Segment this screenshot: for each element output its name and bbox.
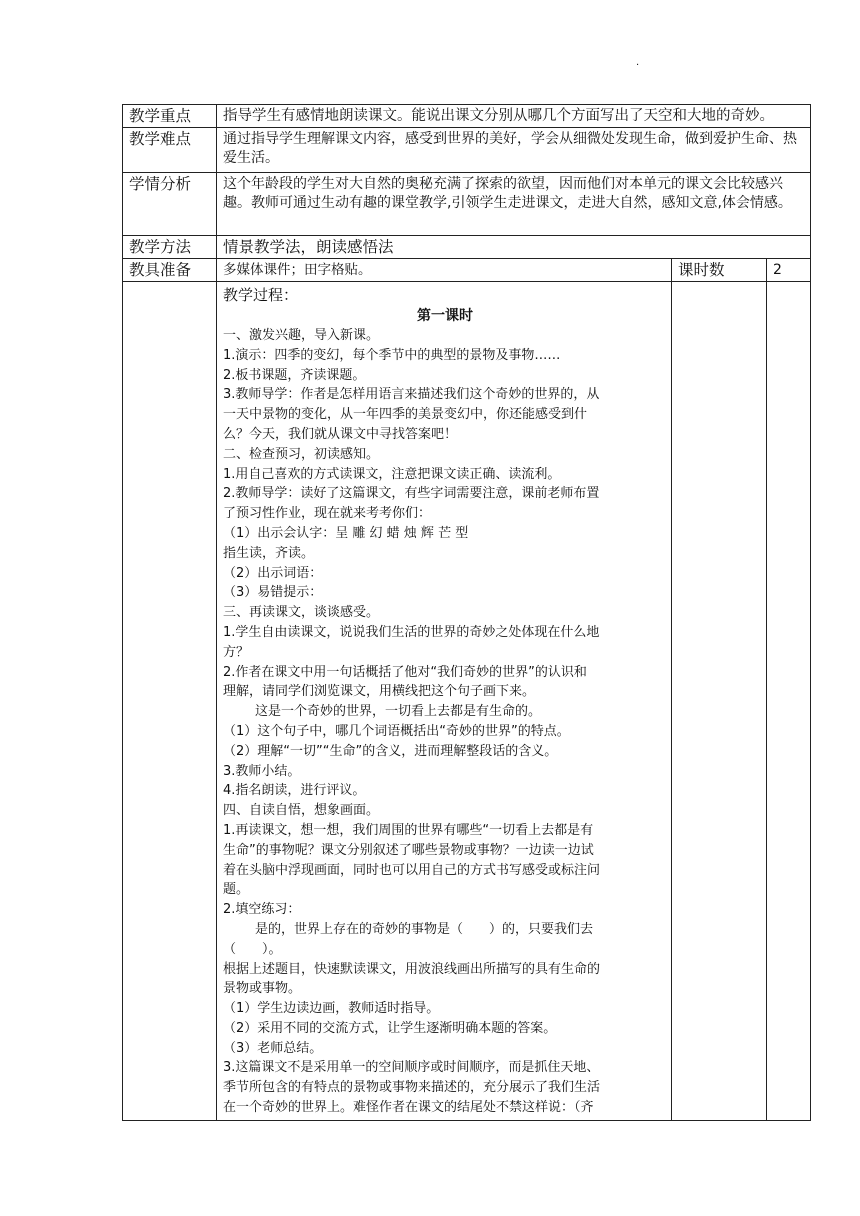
- row-teaching-difficulty: [123, 128, 811, 173]
- text-teaching-focus: 指导学生有感情地朗读课文。能说出课文分别从哪几个方面写出了天空和大地的奇妙。: [217, 105, 811, 128]
- label-student-analysis: 学情分析: [123, 173, 217, 236]
- process-left-blank: [123, 282, 217, 1121]
- process-line: 题。: [223, 882, 250, 898]
- process-line: 方？: [223, 644, 250, 660]
- process-line: 二、检查预习，初读感知。: [223, 446, 380, 462]
- process-extra-column: [767, 282, 811, 1121]
- lesson-plan-table: [122, 104, 811, 1121]
- process-line: 2.板书课题，齐读课题。: [223, 367, 366, 383]
- row-teaching-method: [123, 236, 811, 259]
- row-teaching-focus: [123, 105, 811, 128]
- text-teaching-tools: 多媒体课件；田字格贴。: [217, 259, 672, 282]
- process-line: 1.再读课文，想一想，我们周围的世界有哪些“一切看上去都是有: [223, 822, 594, 838]
- process-line: （2）采用不同的交流方式，让学生逐渐明确本题的答案。: [223, 1020, 557, 1036]
- process-line: （ ）。: [223, 941, 282, 957]
- process-line: （3）易错提示：: [223, 585, 323, 601]
- process-line: 三、再读课文，谈谈感受。: [223, 605, 380, 621]
- process-line: 了预习性作业，现在就来考考你们：: [223, 506, 432, 522]
- process-line: （3）老师总结。: [223, 1040, 323, 1056]
- corner-mark: .: [636, 57, 640, 68]
- process-line: 这是一个奇妙的世界，一切看上去都是有生命的。: [255, 704, 542, 720]
- process-line: 4.指名朗读，进行评议。: [223, 783, 366, 799]
- process-line: 是的，世界上存在的奇妙的事物是（ ）的，只要我们去: [255, 921, 594, 937]
- process-line: 一天中景物的变化，从一年四季的美景变幻中，你还能感受到什: [223, 407, 588, 423]
- text-teaching-method: 情景教学法，朗读感悟法: [217, 236, 811, 259]
- process-line: 指生读，齐读。: [223, 545, 315, 561]
- process-line: 2.作者在课文中用一句话概括了他对“我们奇妙的世界”的认识和: [223, 664, 587, 680]
- process-line: （1）学生边读边画，教师适时指导。: [223, 1001, 440, 1017]
- label-teaching-method: 教学方法: [123, 236, 217, 259]
- process-title: 教学过程：: [223, 286, 299, 304]
- label-teaching-focus: 教学重点: [123, 105, 217, 128]
- process-line: 着在头脑中浮现画面，同时也可以用自己的方式书写感受或标注问: [223, 862, 601, 878]
- teaching-process-content: [217, 282, 672, 1121]
- process-line: 季节所包含的有特点的景物或事物来描述的，充分展示了我们生活: [223, 1080, 601, 1096]
- process-line: 3.教师导学：作者是怎样用语言来描述我们这个奇妙的世界的，从: [223, 387, 600, 403]
- text-teaching-difficulty: 通过指导学生理解课文内容，感受到世界的美好，学会从细微处发现生命，做到爱护生命、热爱生活。: [217, 128, 811, 173]
- label-teaching-difficulty: 教学难点: [123, 128, 217, 173]
- process-line: 景物或事物。: [223, 981, 302, 997]
- process-line: 1.学生自由读课文，说说我们生活的世界的奇妙之处体现在什么地: [223, 624, 600, 640]
- process-line: 根据上述题目，快速默读课文，用波浪线画出所描写的具有生命的: [223, 961, 601, 977]
- row-teaching-tools: [123, 259, 811, 282]
- process-line: 一、激发兴趣，导入新课。: [223, 328, 380, 343]
- row-teaching-process: [123, 282, 811, 1121]
- text-student-analysis: 这个年龄段的学生对大自然的奥秘充满了探索的欲望，因而他们对本单元的课文会比较感兴趣。教师可通过生动有趣的课堂教学,引领学生走进课文，走进大自然，感知文意,体会情感。: [217, 173, 811, 236]
- process-line: （1）这个句子中，哪几个词语概括出“奇妙的世界”的特点。: [223, 723, 570, 739]
- label-teaching-tools: 教具准备: [123, 259, 217, 282]
- process-line: 在一个奇妙的世界上。难怪作者在课文的结尾处不禁这样说：（齐: [223, 1100, 594, 1116]
- label-class-hours: 课时数: [672, 259, 767, 282]
- process-line: 2.教师导学：读好了这篇课文，有些字词需要注意，课前老师布置: [223, 486, 600, 502]
- process-line: 3.教师小结。: [223, 763, 301, 779]
- process-line: 理解，请同学们浏览课文，用横线把这个句子画下来。: [223, 684, 536, 700]
- process-line: 2.填空练习：: [223, 902, 301, 918]
- process-line: （2）理解“一切”“生命”的含义，进而理解整段话的含义。: [223, 743, 558, 759]
- process-line: 1.演示：四季的变幻，每个季节中的典型的景物及事物……: [223, 347, 561, 363]
- process-line: 1.用自己喜欢的方式读课文，注意把课文读正确、读流利。: [223, 466, 561, 482]
- row-student-analysis: [123, 173, 811, 236]
- process-line: 3.这篇课文不是采用单一的空间顺序或时间顺序，而是抓住天地、: [223, 1060, 600, 1076]
- process-line: （1）出示会认字：呈 雕 幻 蜡 烛 辉 芒 型: [223, 525, 469, 541]
- process-line: （2）出示词语：: [223, 565, 323, 581]
- value-class-hours: 2: [767, 259, 811, 282]
- process-notes-column: [672, 282, 767, 1121]
- process-line: 么？今天，我们就从课文中寻找答案吧！: [223, 426, 458, 442]
- process-line: 四、自读自悟，想象画面。: [223, 803, 380, 819]
- process-line: 生命”的事物呢？课文分别叙述了哪些景物或事物？一边读一边试: [223, 842, 594, 858]
- lesson-heading: 第一课时: [417, 308, 473, 324]
